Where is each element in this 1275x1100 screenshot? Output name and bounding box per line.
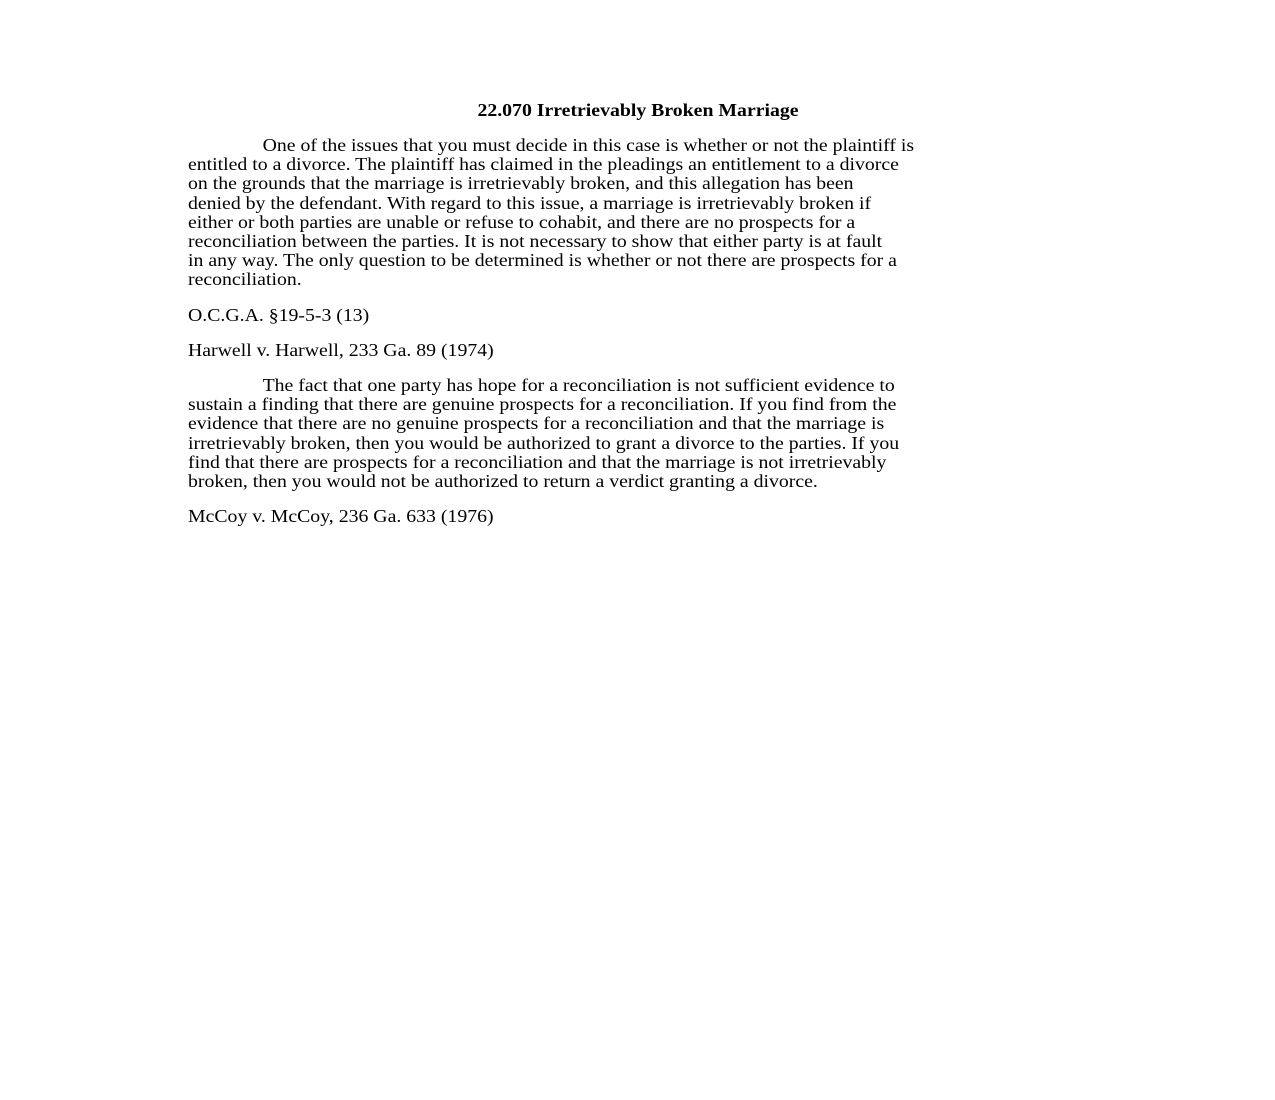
- citation-ocga: O.C.G.A. §19-5-3 (13): [188, 304, 370, 325]
- text-line: on the grounds that the marriage is irretrievably broken, and this allegation has been: [188, 173, 854, 194]
- text-line: irretrievably broken, then you would be authorized to grant a divorce to the parties. If you: [188, 432, 900, 453]
- text-line: evidence that there are no genuine prospects for a reconciliation and that the marriage is: [188, 413, 885, 434]
- citation-mccoy: McCoy v. McCoy, 236 Ga. 633 (1976): [188, 506, 494, 527]
- text-line: One of the issues that you must decide in this case is whether or not the plaintiff is: [262, 135, 915, 155]
- text-line: broken, then you would not be authorized to return a verdict granting a divorce.: [188, 471, 818, 492]
- paragraph-1: [188, 136, 1089, 290]
- text-line: reconciliation.: [188, 269, 302, 290]
- text-line: sustain a finding that there are genuine prospects for a reconciliation. If you find from the: [188, 394, 897, 415]
- citation-harwell: Harwell v. Harwell, 233 Ga. 89 (1974): [188, 339, 494, 360]
- text-line: The fact that one party has hope for a reconciliation is not sufficient evidence to: [262, 375, 895, 396]
- text-line: entitled to a divorce. The plaintiff has claimed in the pleadings an entitlement to a divorce: [188, 154, 899, 175]
- document-page: [188, 100, 1088, 542]
- text-line: either or both parties are unable or refuse to cohabit, and there are no prospects for a: [188, 211, 856, 232]
- text-line: denied by the defendant. With regard to this issue, a marriage is irretrievably broken if: [188, 192, 872, 213]
- document-title: 22.070 Irretrievably Broken Marriage: [477, 100, 799, 120]
- text-line: find that there are prospects for a reconciliation and that the marriage is not irretrievably: [188, 451, 887, 472]
- paragraph-2: [188, 376, 1089, 491]
- text-line: reconciliation between the parties. It is not necessary to show that either party is at fault: [188, 231, 883, 252]
- text-line: in any way. The only question to be determined is whether or not there are prospects for a: [188, 250, 897, 271]
